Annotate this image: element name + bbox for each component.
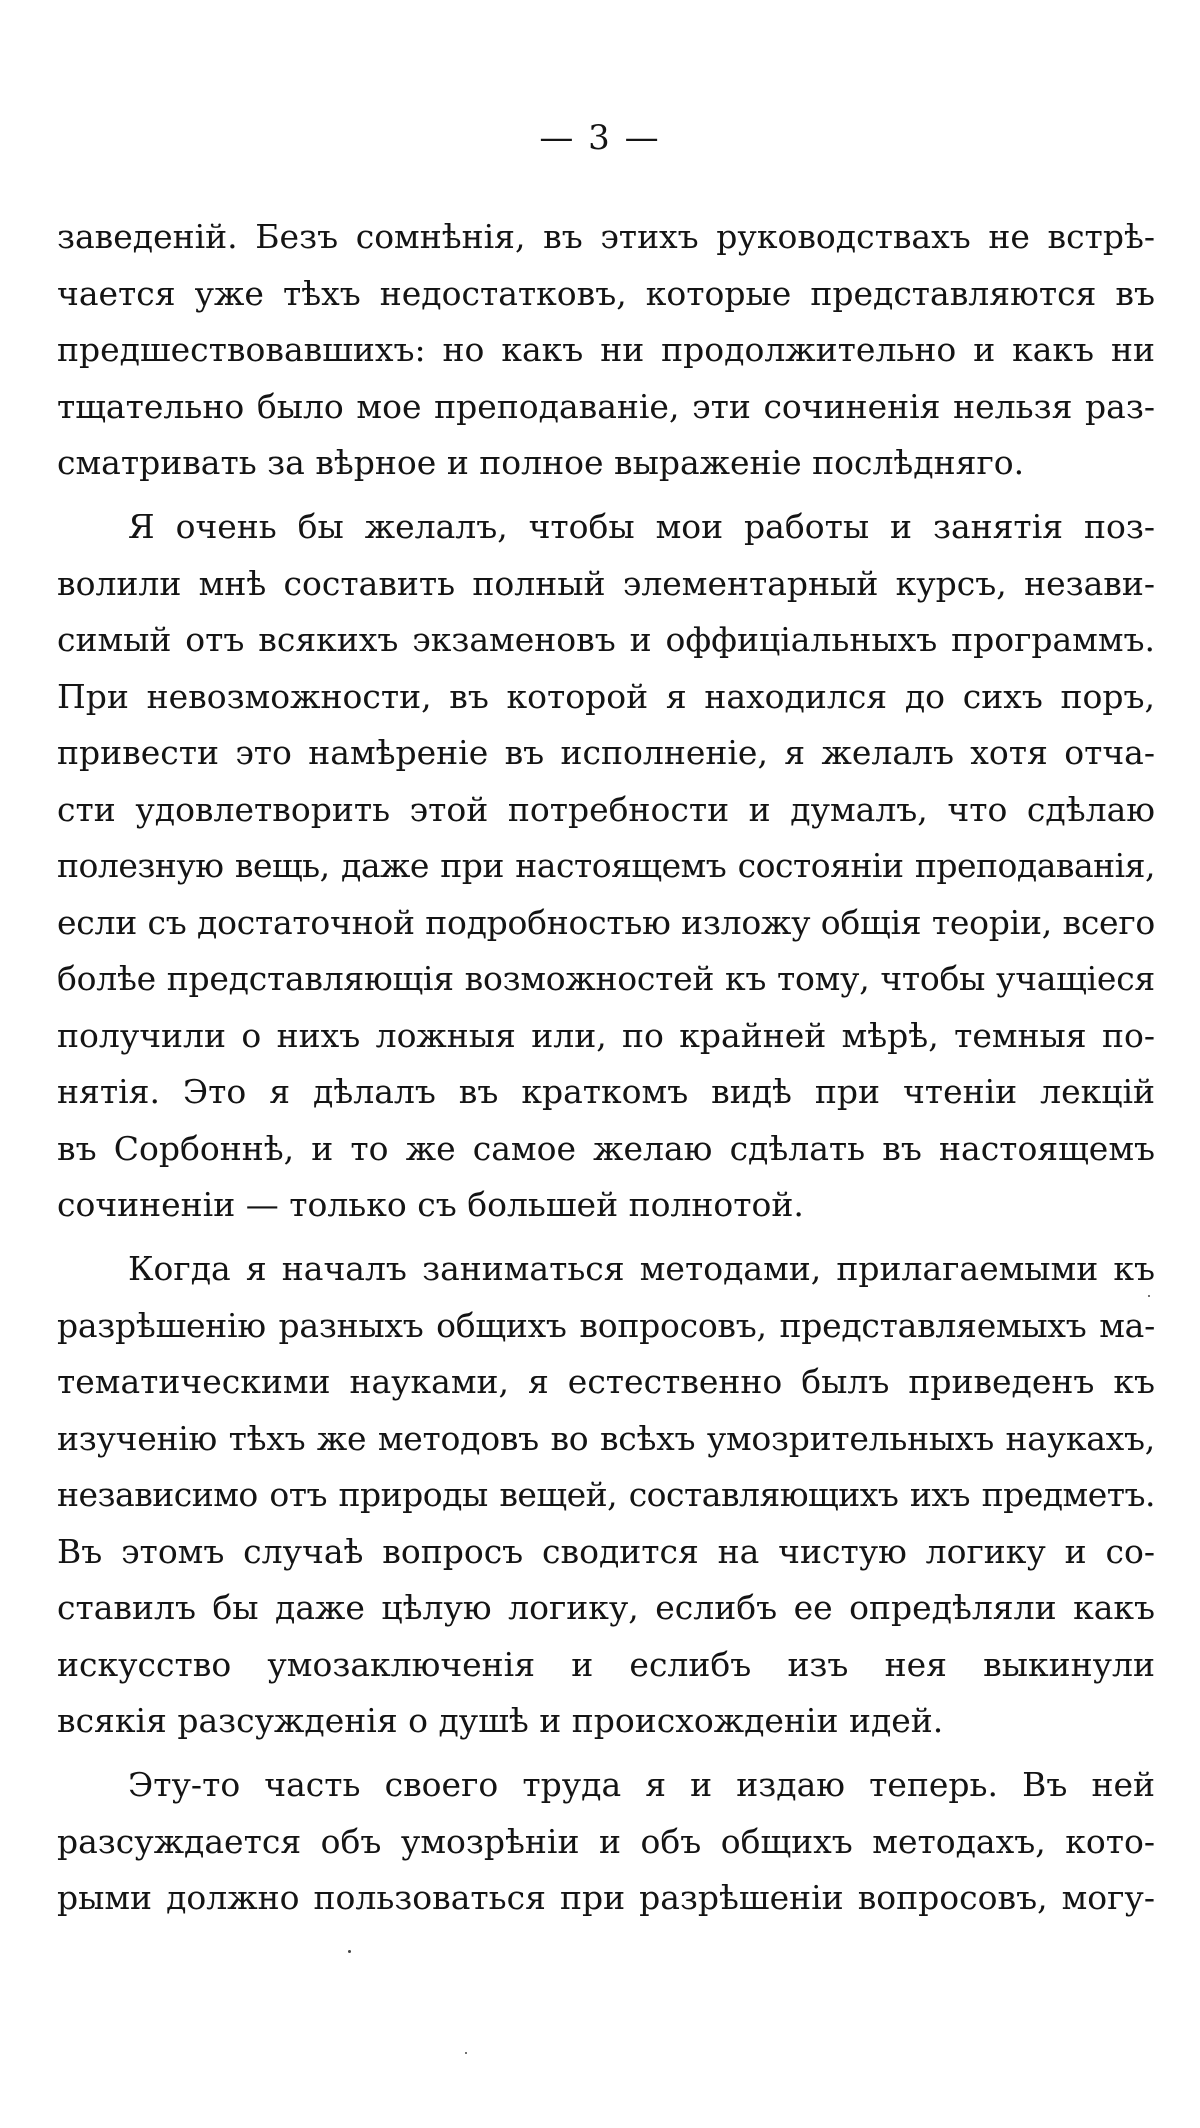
paragraph-first-line: Когда я началъ заниматься методами, прилагаемыми къ (128, 1249, 1155, 1288)
text-line: болѣе представляющія возможностей къ тому, чтобы учащіеся (57, 959, 1155, 998)
text-line: разсуждается объ умозрѣніи и объ общихъ методахъ, кото- (57, 1822, 1155, 1861)
text-line: получили о нихъ ложныя или, по крайней мѣрѣ, темныя по- (57, 1016, 1155, 1055)
scan-speck (1148, 1295, 1150, 1297)
text-line: чается уже тѣхъ недостатковъ, которые представляются въ (57, 274, 1155, 313)
text-line: изученію тѣхъ же методовъ во всѣхъ умозрительныхъ наукахъ, (57, 1419, 1155, 1458)
text-line: тщательно было мое преподаваніе, эти сочиненія нельзя раз- (57, 387, 1155, 426)
paragraph-first-line: Эту-то часть своего труда я и издаю теперь. Въ ней (128, 1765, 1155, 1804)
text-line: симый отъ всякихъ экзаменовъ и оффиціальныхъ программъ. (57, 620, 1155, 659)
text-line: При невозможности, въ которой я находился до сихъ поръ, (57, 677, 1155, 716)
text-line: сматривать за вѣрное и полное выраженіе послѣдняго. (57, 443, 1025, 482)
text-line: предшествовавшихъ: но какъ ни продолжительно и какъ ни (57, 330, 1155, 369)
text-line: всякія разсужденія о душѣ и происхожденіи идей. (57, 1701, 944, 1740)
text-line: Въ этомъ случаѣ вопросъ сводится на чистую логику и со- (57, 1532, 1155, 1571)
scan-speck (348, 1950, 351, 1953)
text-line: независимо отъ природы вещей, составляющихъ ихъ предметъ. (57, 1475, 1155, 1514)
text-line: сочиненіи — только съ большей полнотой. (57, 1185, 804, 1224)
text-line: волили мнѣ составить полный элементарный курсъ, незави- (57, 564, 1155, 603)
text-line: въ Сорбоннѣ, и то же самое желаю сдѣлать въ настоящемъ (57, 1129, 1155, 1168)
text-line: ставилъ бы даже цѣлую логику, еслибъ ее опредѣляли какъ (57, 1588, 1155, 1627)
page-number: — 3 — (539, 118, 661, 158)
text-line: тематическими науками, я естественно былъ приведенъ къ (57, 1362, 1155, 1401)
text-line: нятія. Это я дѣлалъ въ краткомъ видѣ при чтеніи лекцій (57, 1072, 1155, 1111)
text-line: заведеній. Безъ сомнѣнія, въ этихъ руководствахъ не встрѣ- (57, 217, 1155, 256)
text-line: искусство умозаключенія и еслибъ изъ нея выкинули (57, 1645, 1155, 1684)
paragraph-first-line: Я очень бы желалъ, чтобы мои работы и занятія поз- (128, 507, 1155, 546)
text-line: если съ достаточной подробностью изложу общія теоріи, всего (57, 903, 1155, 942)
scan-speck (465, 2052, 467, 2054)
text-line: полезную вещь, даже при настоящемъ состояніи преподаванія, (57, 846, 1155, 885)
text-line: сти удовлетворить этой потребности и думалъ, что сдѣлаю (57, 790, 1155, 829)
text-line: привести это намѣреніе въ исполненіе, я желалъ хотя отча- (57, 733, 1155, 772)
text-line: рыми должно пользоваться при разрѣшеніи вопросовъ, могу- (57, 1878, 1155, 1917)
text-line: разрѣшенію разныхъ общихъ вопросовъ, представляемыхъ ма- (57, 1306, 1155, 1345)
